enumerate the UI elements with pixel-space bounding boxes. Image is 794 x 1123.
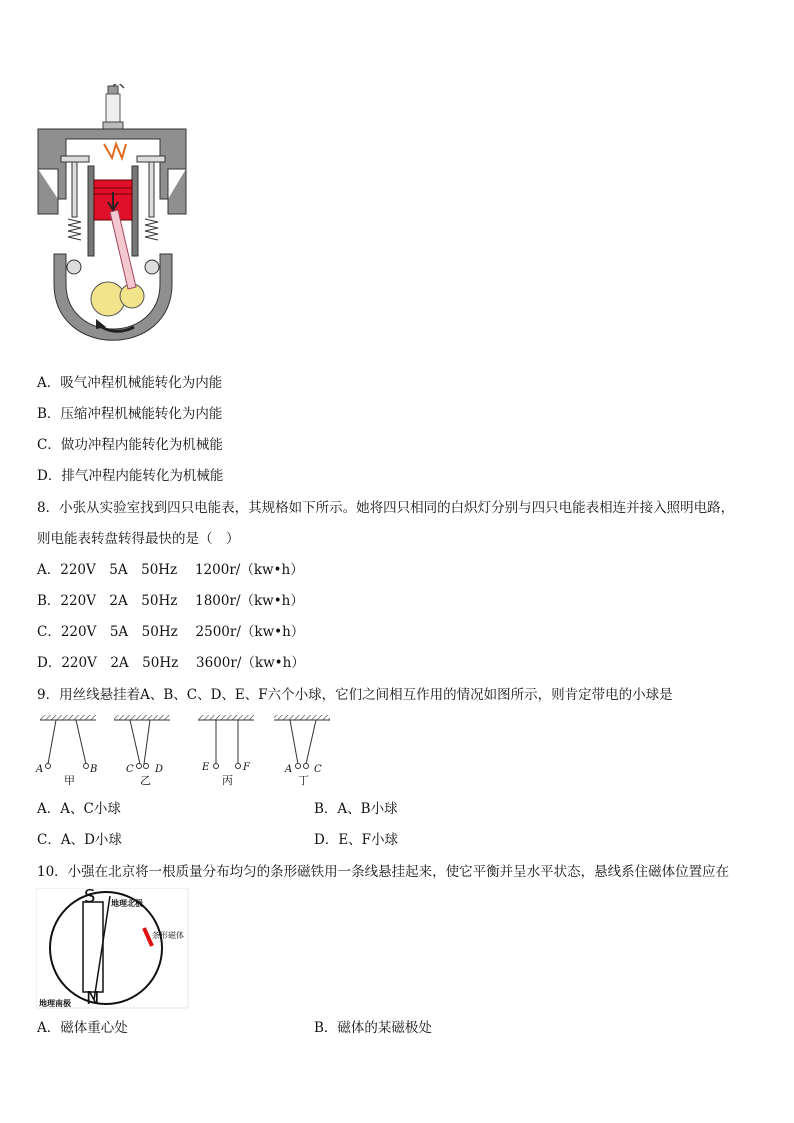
q9-option-c: C．A、D小球 <box>37 832 122 848</box>
pend-label-b: B <box>90 764 98 775</box>
geo-north-label: 地理北极 <box>111 899 143 908</box>
q8-option-c: C．220V 5A 50Hz 2500r/（kw•h） <box>37 624 305 640</box>
pend-label-d: D <box>155 764 164 775</box>
engine-figure <box>36 84 192 359</box>
magnet-north-pole: N <box>86 988 100 1009</box>
question-8-stem: 8．小张从实验室找到四只电能表，其规格如下所示。她将四只相同的白炽灯分别与四只电能表相连并接入照明电路， <box>37 500 735 516</box>
pendulum-figure <box>36 712 336 787</box>
question-9-stem: 9．用丝线悬挂着A、B、C、D、E、F六个小球，它们之间相互作用的情况如图所示，则肯定带电的小球是 <box>37 687 673 703</box>
pend-name-jia: 甲 <box>64 774 75 787</box>
option-d: D．排气冲程内能转化为机械能 <box>37 468 224 484</box>
q10-option-a: A．磁体重心处 <box>37 1020 128 1036</box>
bar-magnet-label: 条形磁体 <box>152 931 184 940</box>
pend-label-c: C <box>126 764 134 775</box>
q9-option-b: B．A、B小球 <box>314 801 398 817</box>
question-8-stem-cont: 则电能表转盘转得最快的是（ ） <box>37 531 240 547</box>
q8-option-b: B．220V 2A 50Hz 1800r/（kw•h） <box>37 593 304 609</box>
option-c: C．做功冲程内能转化为机械能 <box>37 437 223 453</box>
q10-option-b: B．磁体的某磁极处 <box>314 1020 432 1036</box>
option-a: A．吸气冲程机械能转化为内能 <box>37 375 223 391</box>
pend-name-ding: 丁 <box>298 774 309 787</box>
pend-label-a: A <box>36 764 44 775</box>
pend-label-a2: A <box>285 764 293 775</box>
pend-name-bing: 丙 <box>222 774 233 787</box>
q8-option-d: D．220V 2A 50Hz 3600r/（kw•h） <box>37 655 305 671</box>
option-b: B．压缩冲程机械能转化为内能 <box>37 406 223 422</box>
q8-option-a: A．220V 5A 50Hz 1200r/（kw•h） <box>37 562 304 578</box>
q9-option-d: D．E、F小球 <box>314 832 399 848</box>
pend-label-c2: C <box>314 764 322 775</box>
geo-south-label: 地理南极 <box>39 999 71 1008</box>
question-10-stem: 10．小强在北京将一根质量分布均匀的条形磁铁用一条线悬挂起来，使它平衡并呈水平状态，悬线系住磁体位置应在 <box>37 864 730 880</box>
pend-name-yi: 乙 <box>140 774 151 787</box>
pend-label-e: E <box>202 762 210 773</box>
pend-label-f: F <box>243 762 250 773</box>
q9-option-a: A．A、C小球 <box>37 801 121 817</box>
magnet-south-pole: S <box>84 886 96 907</box>
